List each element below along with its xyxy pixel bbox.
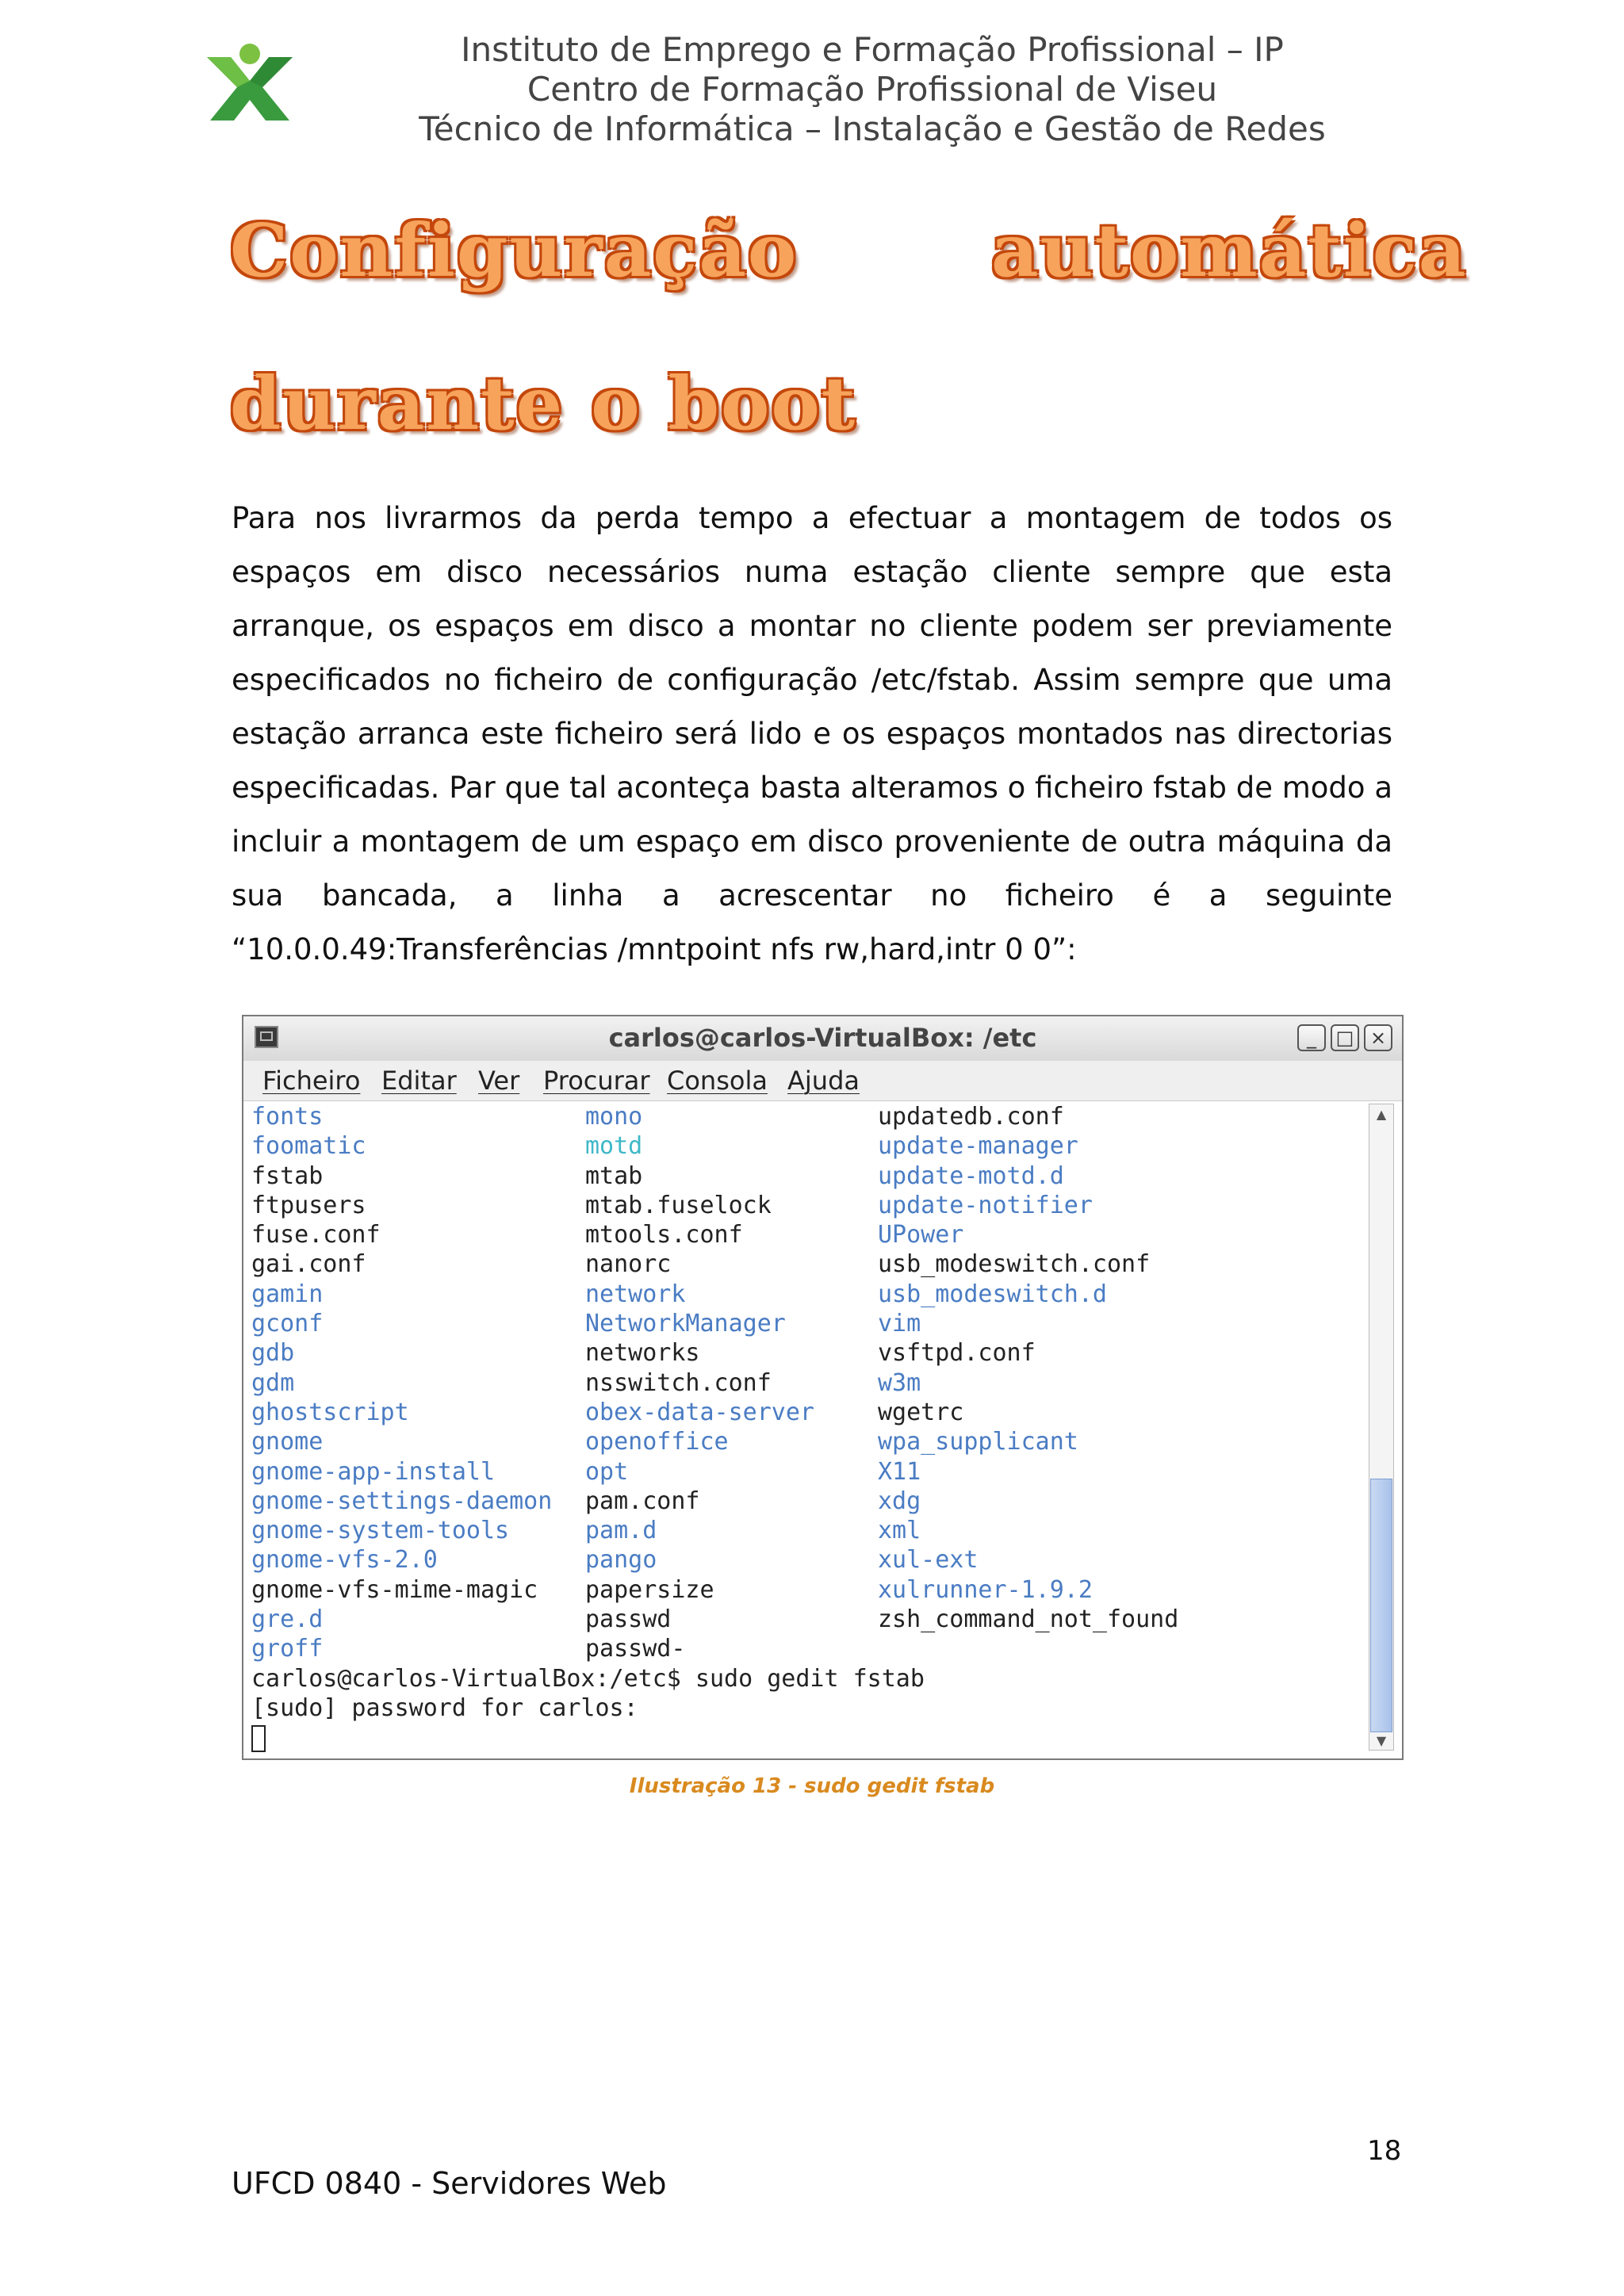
body-paragraph: Para nos livrarmos da perda tempo a efectuar a montagem de todos os espaços em disco necessários numa estação cliente sempre que esta arranque, os espaços em disco a montar no cliente podem ser previamente especificados no ficheiro de configuração /etc/fstab. Assim sempre que uma estação arranca este ficheiro será lido e os espaços montados nas directorias especificadas. Par que tal aconteça basta alteramos o ficheiro fstab de modo a incluir a montagem de um espaço em disco proveniente de outra máquina da sua bancada, a linha a acrescentar no ficheiro é a seguinte “10.0.0.49:Transferências /mntpoint nfs rw,hard,intr 0 0”:: [232, 501, 1392, 966]
file-entry: mono: [585, 1103, 643, 1131]
sudo-password-line: [sudo] password for carlos:: [251, 1694, 638, 1722]
file-entry: wpa_supplicant: [878, 1428, 1078, 1456]
file-entry: ftpusers: [251, 1191, 366, 1219]
menu-procurar[interactable]: Procurar: [543, 1066, 650, 1096]
menu-editar[interactable]: Editar: [381, 1066, 457, 1096]
file-entry: gamin: [251, 1280, 324, 1308]
file-entry: passwd: [585, 1605, 672, 1634]
file-entry: gdb: [251, 1339, 295, 1368]
cursor-line[interactable]: [251, 1723, 266, 1752]
file-entry: updatedb.conf: [878, 1103, 1064, 1131]
file-entry: X11: [878, 1457, 921, 1486]
figure-caption: Ilustração 13 - sudo gedit fstab: [629, 1774, 995, 1798]
file-entry: fstab: [251, 1161, 324, 1190]
minimize-button[interactable]: _: [1297, 1024, 1326, 1051]
file-entry: xul-ext: [878, 1546, 979, 1575]
maximize-button[interactable]: □: [1331, 1024, 1359, 1051]
listing-column-2: [585, 1102, 814, 1664]
header-line-center: Centro de Formação Profissional de Viseu: [527, 70, 1218, 109]
file-entry: gnome-vfs-mime-magic: [251, 1575, 538, 1604]
file-entry: usb_modeswitch.conf: [878, 1250, 1151, 1279]
scroll-up-arrow-icon[interactable]: ▲: [1376, 1107, 1387, 1122]
file-entry: xml: [878, 1517, 921, 1545]
file-entry: mtools.conf: [585, 1221, 743, 1249]
scrollbar-thumb[interactable]: [1370, 1479, 1392, 1732]
file-entry: fonts: [251, 1103, 324, 1131]
terminal-cursor: [251, 1725, 266, 1752]
page-footer: UFCD 0840 - Servidores Web: [232, 2166, 667, 2201]
file-entry: pango: [585, 1546, 657, 1575]
file-entry: gconf: [251, 1310, 324, 1338]
terminal-window-title: carlos@carlos-VirtualBox: /etc: [608, 1023, 1037, 1053]
file-entry: nsswitch.conf: [585, 1368, 772, 1397]
file-entry: gnome-app-install: [251, 1457, 496, 1486]
file-entry: ghostscript: [251, 1398, 409, 1426]
file-entry: mtab: [585, 1161, 643, 1190]
section-title-line1: [230, 208, 1468, 293]
file-entry: update-manager: [878, 1132, 1078, 1161]
menu-ficheiro[interactable]: Ficheiro: [262, 1066, 361, 1096]
file-entry: gdm: [251, 1368, 295, 1397]
terminal-screenshot: [242, 1015, 1404, 1760]
file-entry: openoffice: [585, 1428, 729, 1456]
file-entry: pam.conf: [585, 1487, 700, 1515]
file-entry: gai.conf: [251, 1250, 366, 1279]
file-entry: motd: [585, 1132, 643, 1161]
file-entry: w3m: [878, 1368, 921, 1397]
file-entry: update-notifier: [878, 1191, 1093, 1219]
file-entry: foomatic: [251, 1132, 366, 1161]
prompt-line: carlos@carlos-VirtualBox:/etc$ sudo gedit fstab: [251, 1664, 925, 1693]
iefp-logo: [202, 41, 297, 124]
listing-column-1: [251, 1102, 552, 1664]
header-line-institute: Instituto de Emprego e Formação Profissional – IP: [461, 30, 1284, 69]
file-entry: gnome: [251, 1428, 324, 1456]
file-entry: gnome-vfs-2.0: [251, 1546, 438, 1575]
file-entry: xulrunner-1.9.2: [878, 1575, 1093, 1604]
file-entry: usb_modeswitch.d: [878, 1280, 1107, 1308]
terminal-titlebar: [243, 1016, 1402, 1062]
file-entry: passwd-: [585, 1635, 686, 1663]
file-entry: network: [585, 1280, 686, 1308]
file-entry: networks: [585, 1339, 700, 1368]
file-entry: papersize: [585, 1575, 714, 1604]
file-entry: pam.d: [585, 1517, 657, 1545]
file-entry: NetworkManager: [585, 1310, 786, 1338]
file-entry: vim: [878, 1310, 921, 1338]
file-entry: gre.d: [251, 1605, 324, 1634]
listing-column-3: [878, 1102, 1178, 1634]
file-entry: obex-data-server: [585, 1398, 814, 1426]
menu-ajuda[interactable]: Ajuda: [787, 1066, 860, 1096]
file-entry: nanorc: [585, 1250, 672, 1279]
menu-consola[interactable]: Consola: [667, 1066, 768, 1096]
file-entry: gnome-system-tools: [251, 1517, 510, 1545]
file-entry: update-motd.d: [878, 1161, 1064, 1190]
terminal-menubar: [243, 1061, 1402, 1101]
file-entry: gnome-settings-daemon: [251, 1487, 553, 1515]
close-button[interactable]: ×: [1364, 1024, 1392, 1051]
file-entry: zsh_command_not_found: [878, 1605, 1179, 1634]
file-entry: UPower: [878, 1221, 964, 1249]
file-entry: fuse.conf: [251, 1221, 381, 1249]
file-entry: mtab.fuselock: [585, 1191, 772, 1219]
file-entry: vsftpd.conf: [878, 1339, 1036, 1368]
page-number: 18: [1367, 2135, 1402, 2167]
vertical-scrollbar[interactable]: [1369, 1104, 1394, 1751]
header-line-course: Técnico de Informática – Instalação e Gestão de Redes: [419, 109, 1326, 148]
file-entry: groff: [251, 1635, 324, 1663]
title-word-automatica: automática: [991, 208, 1468, 293]
file-entry: xdg: [878, 1487, 921, 1515]
section-title-line2: durante o boot: [230, 361, 857, 446]
file-entry: opt: [585, 1457, 629, 1486]
file-entry: wgetrc: [878, 1398, 964, 1426]
page-header: [381, 30, 1364, 149]
scroll-down-arrow-icon[interactable]: ▼: [1376, 1733, 1387, 1748]
title-word-configuracao: Configuração: [230, 208, 799, 293]
menu-ver[interactable]: Ver: [478, 1066, 520, 1096]
